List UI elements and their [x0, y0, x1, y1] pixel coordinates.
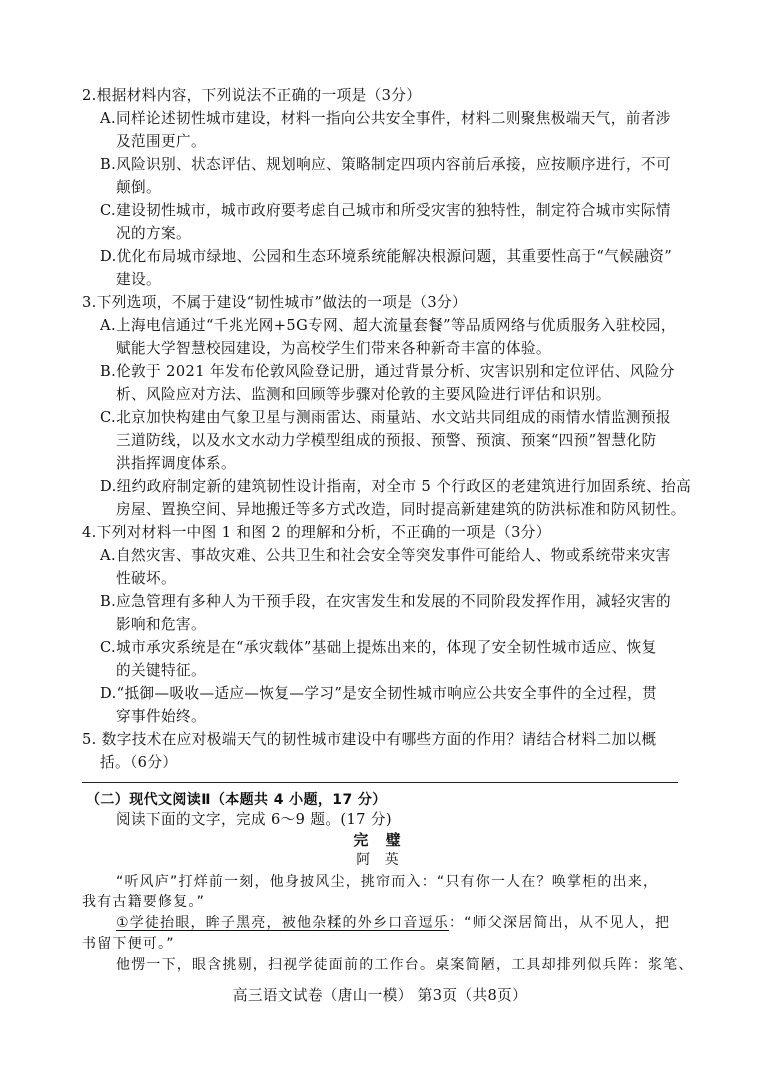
q3-option-c: C.北京加快构建由气象卫星与测雨雷达、雨量站、水文站共同组成的雨情水情监测预报 [100, 409, 671, 426]
q2-option-d-cont: 建设。 [116, 271, 161, 288]
q4-option-b: B.应急管理有多种人为干预手段，在灾害发生和发展的不同阶段发挥作用，减轻灾害的 [100, 593, 671, 610]
question-5-cont: 括。（6分） [100, 754, 178, 771]
paragraph-2-rest: ：“师父深居简出，从不见人，把 [448, 915, 671, 931]
underlined-sentence-1: ①学徒抬眼，眸子黑亮，被他杂糅的外乡口音逗乐 [116, 915, 449, 931]
q2-option-b-cont: 颠倒。 [116, 179, 161, 196]
q4-option-c: C.城市承灾系统是在“承灾载体”基础上提炼出来的，体现了安全韧性城市适应、恢复 [100, 639, 657, 656]
q3-option-b-cont: 析、风险应对方法、监测和回顾等步骤对伦敦的主要风险进行评估和识别。 [116, 386, 611, 403]
question-5-stem: 5. 数字技术在应对极端天气的韧性城市建设中有哪些方面的作用？请结合材料二加以概 [82, 731, 657, 748]
q2-option-c-cont: 况的方案。 [116, 225, 191, 242]
q3-option-a: A.上海电信通过“千兆光网+5G专网、超大流量套餐”等品质网络与优质服务入驻校园， [100, 317, 676, 334]
passage-paragraph-2 [116, 913, 670, 933]
q3-option-b: B.伦敦于 2021 年发布伦敦风险登记册，通过背景分析、灾害识别和定位评估、风险分 [100, 363, 675, 380]
passage-paragraph-1: “听风庐”打烊前一刻，他身披风尘，挑帘而入：“只有你一人在？唤掌柜的出来， [116, 874, 659, 890]
q2-option-c: C.建设韧性城市，城市政府要考虑自己城市和所受灾害的独特性，制定符合城市实际情 [100, 202, 671, 219]
q3-option-c-cont-1: 三道防线，以及水文水动力学模型组成的预报、预警、预演、预案“四预”智慧化防 [116, 432, 657, 449]
q2-option-a: A.同样论述韧性城市建设，材料一指向公共安全事件，材料二则聚焦极端天气，前者涉 [100, 110, 671, 127]
page-footer: 高三语文试卷（唐山一模） 第3页（共8页） [232, 987, 528, 1004]
question-3-stem: 3.下列选项，不属于建设“韧性城市”做法的一项是（3分） [82, 294, 467, 311]
passage-paragraph-2-cont: 书留下便可。” [82, 936, 175, 952]
q4-option-a-cont: 性破坏。 [116, 570, 176, 587]
section-2-instruction: 阅读下面的文字，完成 6～9 题。(17 分) [116, 811, 392, 828]
question-4-stem: 4.下列对材料一中图 1 和图 2 的理解和分析，不正确的一项是（3分） [82, 524, 551, 541]
q4-option-b-cont: 影响和危害。 [116, 616, 206, 633]
q3-option-d: D.纽约政府制定新的建筑韧性设计指南，对全市 5 个行政区的老建筑进行加固系统、抬高 [100, 478, 692, 495]
section-divider [82, 782, 678, 783]
q4-option-d: D.“抵御—吸收—适应—恢复—学习”是安全韧性城市响应公共安全事件的全过程，贯 [100, 685, 658, 702]
q4-option-d-cont: 穿事件始终。 [116, 708, 206, 725]
passage-author: 阿 英 [356, 852, 404, 868]
q3-option-d-cont: 房屋、置换空间、异地搬迁等多方式改造，同时提高新建建筑的防洪标准和防风韧性。 [116, 501, 686, 518]
passage-paragraph-1-cont: 我有古籍要修复。” [82, 894, 206, 910]
q2-option-d: D.优化布局城市绿地、公园和生态环境系统能解决根源问题，其重要性高于“气候融资” [100, 248, 673, 265]
q2-option-a-cont: 及范围更广。 [116, 133, 206, 150]
q2-option-b: B.风险识别、状态评估、规划响应、策略制定四项内容前后承接，应按顺序进行，不可 [100, 156, 671, 173]
passage-paragraph-3: 他愣一下，眼含挑剔，扫视学徒面前的工作台。桌案简陋，工具却排列似兵阵：浆笔、 [116, 957, 694, 973]
question-2-stem: 2.根据材料内容，下列说法不正确的一项是（3分） [82, 87, 422, 104]
q4-option-c-cont: 的关键特征。 [116, 662, 206, 679]
q3-option-a-cont: 赋能大学智慧校园建设，为高校学生们带来各种新奇丰富的体验。 [116, 340, 551, 357]
q4-option-a: A.自然灾害、事故灾难、公共卫生和社会安全等突发事件可能给人、物或系统带来灾害 [100, 547, 671, 564]
q3-option-c-cont-2: 洪指挥调度体系。 [116, 455, 236, 472]
section-2-heading: （二）现代文阅读Ⅱ（本题共 4 小题，17 分） [86, 792, 387, 808]
passage-title: 完 璧 [353, 831, 407, 849]
